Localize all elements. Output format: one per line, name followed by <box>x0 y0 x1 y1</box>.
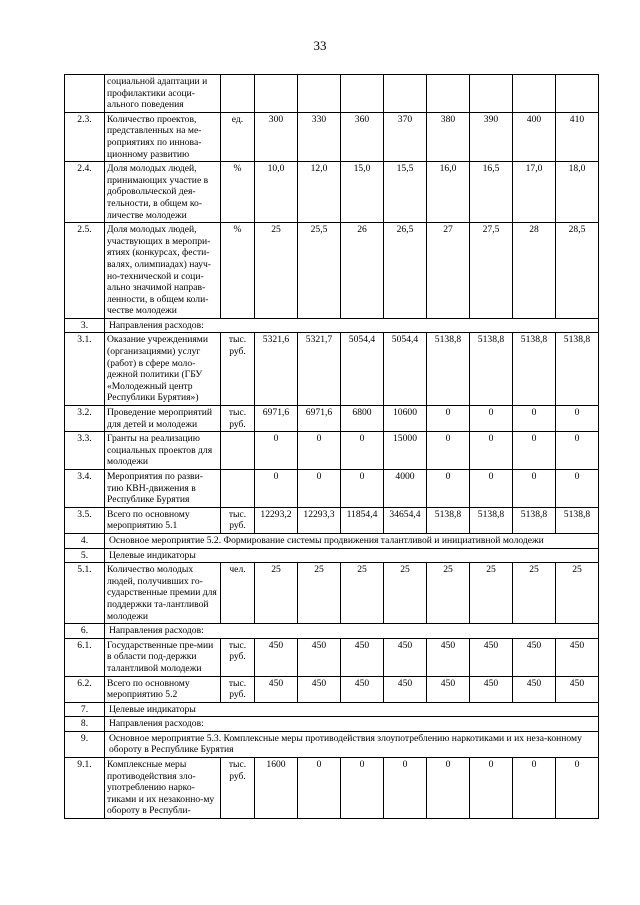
value-cell: 5138,8 <box>470 507 513 533</box>
row-number-cell: 8. <box>65 717 105 732</box>
value-cell: 25 <box>255 223 298 319</box>
table-row <box>65 162 599 223</box>
unit-cell: % <box>221 162 255 223</box>
row-number-cell: 2.5. <box>65 223 105 319</box>
value-cell: 25 <box>255 563 298 624</box>
section-heading-cell: Направления расходов: <box>105 717 599 732</box>
value-cell: 15,5 <box>384 162 427 223</box>
value-cell: 450 <box>513 638 556 676</box>
value-cell: 0 <box>513 432 556 470</box>
row-number-cell: 6.2. <box>65 676 105 702</box>
value-cell: 360 <box>341 112 384 161</box>
value-cell: 18,0 <box>556 162 599 223</box>
indicator-name-cell: Государственные пре-мии в области под-держки талантливой молодежи <box>105 638 221 676</box>
page-number: 33 <box>313 38 327 53</box>
unit-cell <box>221 470 255 508</box>
unit-cell <box>221 75 255 113</box>
value-cell: 15000 <box>384 432 427 470</box>
unit-cell: тыс. руб. <box>221 676 255 702</box>
indicator-name-cell: Мероприятия по разви-тию КВН-движения в Республике Бурятия <box>105 470 221 508</box>
value-cell: 0 <box>255 470 298 508</box>
section-heading-cell: Основное мероприятие 5.2. Формирование системы продвижения талантливой и инициативной молодежи <box>105 533 599 548</box>
row-number-cell: 3.3. <box>65 432 105 470</box>
table-row <box>65 75 599 113</box>
row-number-cell: 3.4. <box>65 470 105 508</box>
value-cell: 450 <box>470 676 513 702</box>
indicator-name-cell: Комплексные меры противодействия зло-употреблению нарко-тиками и их незаконно-му обороту в Республи- <box>105 758 221 819</box>
value-cell <box>341 75 384 113</box>
value-cell: 25,5 <box>298 223 341 319</box>
indicator-name-cell: Всего по основному мероприятию 5.2 <box>105 676 221 702</box>
value-cell <box>513 75 556 113</box>
unit-cell: % <box>221 223 255 319</box>
value-cell: 16,0 <box>427 162 470 223</box>
table-row <box>65 432 599 470</box>
table-row <box>65 638 599 676</box>
value-cell: 450 <box>341 638 384 676</box>
value-cell: 400 <box>513 112 556 161</box>
value-cell: 0 <box>341 432 384 470</box>
indicator-name-cell: Доля молодых людей, принимающих участие в добровольческой дея-тельности, в общем ко-личестве молодежи <box>105 162 221 223</box>
row-number-cell <box>65 75 105 113</box>
row-number-cell: 6. <box>65 624 105 639</box>
value-cell: 0 <box>341 470 384 508</box>
unit-cell: тыс. руб. <box>221 507 255 533</box>
value-cell: 450 <box>384 676 427 702</box>
value-cell: 0 <box>556 406 599 432</box>
unit-cell: тыс. руб. <box>221 758 255 819</box>
value-cell: 450 <box>427 676 470 702</box>
value-cell: 17,0 <box>513 162 556 223</box>
value-cell: 25 <box>298 563 341 624</box>
value-cell: 5138,8 <box>427 333 470 406</box>
value-cell: 0 <box>427 432 470 470</box>
value-cell: 450 <box>255 676 298 702</box>
value-cell: 1600 <box>255 758 298 819</box>
value-cell: 5138,8 <box>556 333 599 406</box>
value-cell: 0 <box>384 758 427 819</box>
value-cell: 390 <box>470 112 513 161</box>
value-cell: 28,5 <box>556 223 599 319</box>
value-cell: 12293,2 <box>255 507 298 533</box>
value-cell: 25 <box>427 563 470 624</box>
section-heading-cell: Целевые индикаторы <box>105 548 599 563</box>
value-cell: 26 <box>341 223 384 319</box>
value-cell: 28 <box>513 223 556 319</box>
value-cell: 450 <box>298 638 341 676</box>
table-row <box>65 758 599 819</box>
value-cell: 410 <box>556 112 599 161</box>
value-cell: 0 <box>513 758 556 819</box>
value-cell: 0 <box>298 470 341 508</box>
row-number-cell: 7. <box>65 702 105 717</box>
value-cell: 27 <box>427 223 470 319</box>
section-heading-cell: Целевые индикаторы <box>105 702 599 717</box>
table-row <box>65 112 599 161</box>
value-cell: 25 <box>556 563 599 624</box>
value-cell: 25 <box>384 563 427 624</box>
value-cell: 27,5 <box>470 223 513 319</box>
value-cell: 12,0 <box>298 162 341 223</box>
value-cell: 0 <box>556 470 599 508</box>
table-row <box>65 676 599 702</box>
table-row <box>65 731 599 757</box>
unit-cell: тыс. руб. <box>221 638 255 676</box>
value-cell: 5321,6 <box>255 333 298 406</box>
value-cell: 300 <box>255 112 298 161</box>
row-number-cell: 2.4. <box>65 162 105 223</box>
value-cell: 10600 <box>384 406 427 432</box>
value-cell <box>298 75 341 113</box>
value-cell: 450 <box>384 638 427 676</box>
value-cell: 5138,8 <box>427 507 470 533</box>
value-cell: 0 <box>470 758 513 819</box>
value-cell: 0 <box>298 758 341 819</box>
indicator-name-cell: Количество молодых людей, получивших го-сударственные премии для поддержки та-лантливой молодежи <box>105 563 221 624</box>
value-cell: 4000 <box>384 470 427 508</box>
indicator-name-cell: социальной адаптации и профилактики асоци-ального поведения <box>105 75 221 113</box>
value-cell: 0 <box>427 470 470 508</box>
table-row <box>65 702 599 717</box>
value-cell <box>255 75 298 113</box>
unit-cell <box>221 432 255 470</box>
value-cell: 450 <box>470 638 513 676</box>
value-cell: 25 <box>470 563 513 624</box>
table-row <box>65 470 599 508</box>
unit-cell: тыс. руб. <box>221 406 255 432</box>
value-cell: 370 <box>384 112 427 161</box>
unit-cell: чел. <box>221 563 255 624</box>
value-cell <box>470 75 513 113</box>
value-cell: 0 <box>556 758 599 819</box>
value-cell: 5054,4 <box>384 333 427 406</box>
row-number-cell: 9.1. <box>65 758 105 819</box>
value-cell: 6800 <box>341 406 384 432</box>
table-row <box>65 406 599 432</box>
value-cell: 450 <box>341 676 384 702</box>
row-number-cell: 4. <box>65 533 105 548</box>
value-cell: 10,0 <box>255 162 298 223</box>
unit-cell: тыс. руб. <box>221 333 255 406</box>
value-cell: 0 <box>427 758 470 819</box>
value-cell: 5054,4 <box>341 333 384 406</box>
row-number-cell: 2.3. <box>65 112 105 161</box>
row-number-cell: 5. <box>65 548 105 563</box>
value-cell: 0 <box>556 432 599 470</box>
value-cell: 16,5 <box>470 162 513 223</box>
value-cell: 25 <box>341 563 384 624</box>
value-cell: 6971,6 <box>298 406 341 432</box>
table-row <box>65 624 599 639</box>
value-cell: 5138,8 <box>470 333 513 406</box>
value-cell: 0 <box>341 758 384 819</box>
value-cell: 0 <box>470 470 513 508</box>
row-number-cell: 3.1. <box>65 333 105 406</box>
value-cell: 0 <box>427 406 470 432</box>
value-cell: 11854,4 <box>341 507 384 533</box>
value-cell: 0 <box>470 406 513 432</box>
value-cell: 0 <box>513 470 556 508</box>
value-cell: 450 <box>298 676 341 702</box>
table-row <box>65 223 599 319</box>
row-number-cell: 6.1. <box>65 638 105 676</box>
table-row <box>65 548 599 563</box>
value-cell: 5138,8 <box>556 507 599 533</box>
row-number-cell: 3.5. <box>65 507 105 533</box>
indicators-table <box>64 74 599 819</box>
indicator-name-cell: Количество проектов, представленных на ме-роприятиях по иннова-ционному развитию <box>105 112 221 161</box>
value-cell <box>556 75 599 113</box>
value-cell: 380 <box>427 112 470 161</box>
value-cell: 450 <box>427 638 470 676</box>
value-cell: 0 <box>255 432 298 470</box>
value-cell: 25 <box>513 563 556 624</box>
row-number-cell: 3. <box>65 318 105 333</box>
value-cell: 12293,3 <box>298 507 341 533</box>
value-cell: 26,5 <box>384 223 427 319</box>
value-cell: 0 <box>513 406 556 432</box>
value-cell: 450 <box>255 638 298 676</box>
value-cell: 450 <box>556 676 599 702</box>
table-row <box>65 507 599 533</box>
indicator-name-cell: Всего по основному мероприятию 5.1 <box>105 507 221 533</box>
value-cell: 6971,6 <box>255 406 298 432</box>
section-heading-cell: Направления расходов: <box>105 624 599 639</box>
section-heading-cell: Основное мероприятие 5.3. Комплексные меры противодействия злоупотреблению наркотиками и их неза-конному обороту в Республике Бурятия <box>105 731 599 757</box>
table-row <box>65 533 599 548</box>
table-row <box>65 717 599 732</box>
value-cell: 0 <box>298 432 341 470</box>
value-cell: 0 <box>470 432 513 470</box>
unit-cell: ед. <box>221 112 255 161</box>
value-cell: 34654,4 <box>384 507 427 533</box>
row-number-cell: 5.1. <box>65 563 105 624</box>
row-number-cell: 3.2. <box>65 406 105 432</box>
value-cell <box>384 75 427 113</box>
value-cell: 15,0 <box>341 162 384 223</box>
indicator-name-cell: Оказание учреждениями (организациями) услуг (работ) в сфере моло-дежной политики (ГБУ «Молодежный центр Республики Бурятия») <box>105 333 221 406</box>
table-row <box>65 333 599 406</box>
table-row <box>65 318 599 333</box>
value-cell: 5321,7 <box>298 333 341 406</box>
value-cell: 450 <box>556 638 599 676</box>
table-row <box>65 563 599 624</box>
value-cell: 330 <box>298 112 341 161</box>
value-cell <box>427 75 470 113</box>
value-cell: 5138,8 <box>513 333 556 406</box>
indicator-name-cell: Гранты на реализацию социальных проектов для молодежи <box>105 432 221 470</box>
indicator-name-cell: Доля молодых людей, участвующих в меропри-ятиях (конкурсах, фести-валях, олимпиадах) науч-но-технической и соци-ально значимой направ-ленности, в общем коли-честве молодежи <box>105 223 221 319</box>
indicator-name-cell: Проведение мероприятий для детей и молодежи <box>105 406 221 432</box>
row-number-cell: 9. <box>65 731 105 757</box>
section-heading-cell: Направления расходов: <box>105 318 599 333</box>
value-cell: 5138,8 <box>513 507 556 533</box>
value-cell: 450 <box>513 676 556 702</box>
